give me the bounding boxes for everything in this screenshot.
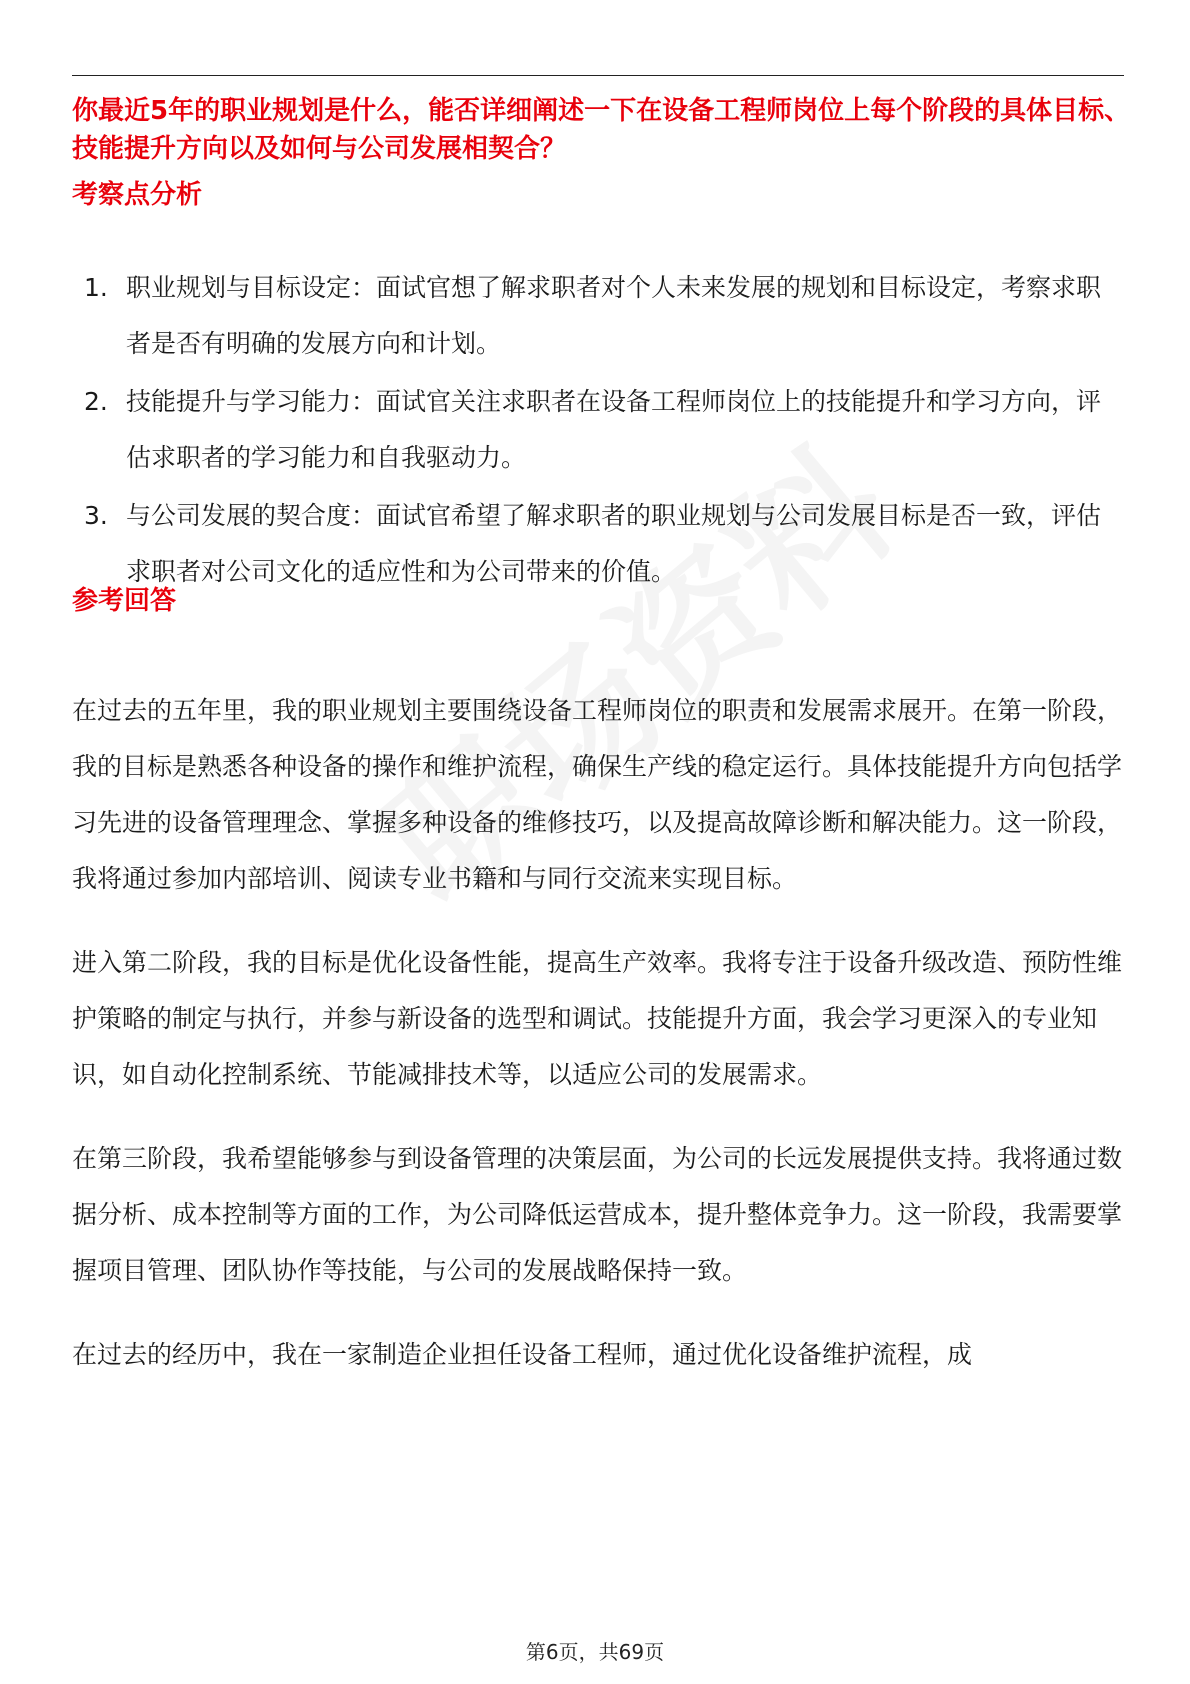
- analysis-point: [84, 260, 1124, 372]
- point-number: 3.: [84, 501, 108, 530]
- page-footer: 第6页，共69页: [525, 1640, 665, 1664]
- answer-paragraph: 进入第二阶段，我的目标是优化设备性能，提高生产效率。我将专注于设备升级改造、预防性维护策略的制定与执行，并参与新设备的选型和调试。技能提升方面，我会学习更深入的专业知识，如自动化控制系统、节能减排技术等，以适应公司的发展需求。: [72, 948, 1123, 1089]
- answer-paragraph: 在第三阶段，我希望能够参与到设备管理的决策层面，为公司的长远发展提供支持。我将通过数据分析、成本控制等方面的工作，为公司降低运营成本，提升整体竞争力。这一阶段，我需要掌握项目管理、团队协作等技能，与公司的发展战略保持一致。: [72, 1144, 1123, 1285]
- point-text: 与公司发展的契合度：面试官希望了解求职者的职业规划与公司发展目标是否一致，评估求职者对公司文化的适应性和为公司带来的价值。: [126, 501, 1102, 586]
- analysis-points: [84, 260, 1124, 602]
- point-text: 职业规划与目标设定：面试官想了解求职者对个人未来发展的规划和目标设定，考察求职者是否有明确的发展方向和计划。: [126, 273, 1102, 358]
- answer-paragraph: 在过去的五年里，我的职业规划主要围绕设备工程师岗位的职责和发展需求展开。在第一阶段，我的目标是熟悉各种设备的操作和维护流程，确保生产线的稳定运行。具体技能提升方向包括学习先进的设备管理理念、掌握多种设备的维修技巧，以及提高故障诊断和解决能力。这一阶段，我将通过参加内部培训、阅读专业书籍和与同行交流来实现目标。: [72, 696, 1123, 893]
- reference-heading: 参考回答: [72, 586, 177, 616]
- point-text: 技能提升与学习能力：面试官关注求职者在设备工程师岗位上的技能提升和学习方向，评估求职者的学习能力和自我驱动力。: [126, 387, 1102, 472]
- question-title: 你最近5年的职业规划是什么，能否详细阐述一下在设备工程师岗位上每个阶段的具体目标、技能提升方向以及如何与公司发展相契合？: [72, 96, 1131, 164]
- analysis-point: [84, 374, 1124, 486]
- top-divider: [72, 75, 1124, 76]
- answer-paragraph: 在过去的经历中，我在一家制造企业担任设备工程师，通过优化设备维护流程，成: [72, 1340, 973, 1369]
- point-number: 1.: [84, 273, 108, 302]
- analysis-heading: 考察点分析: [72, 180, 203, 210]
- analysis-point: [84, 488, 1124, 600]
- point-number: 2.: [84, 387, 108, 416]
- reference-answer: [72, 683, 1124, 1411]
